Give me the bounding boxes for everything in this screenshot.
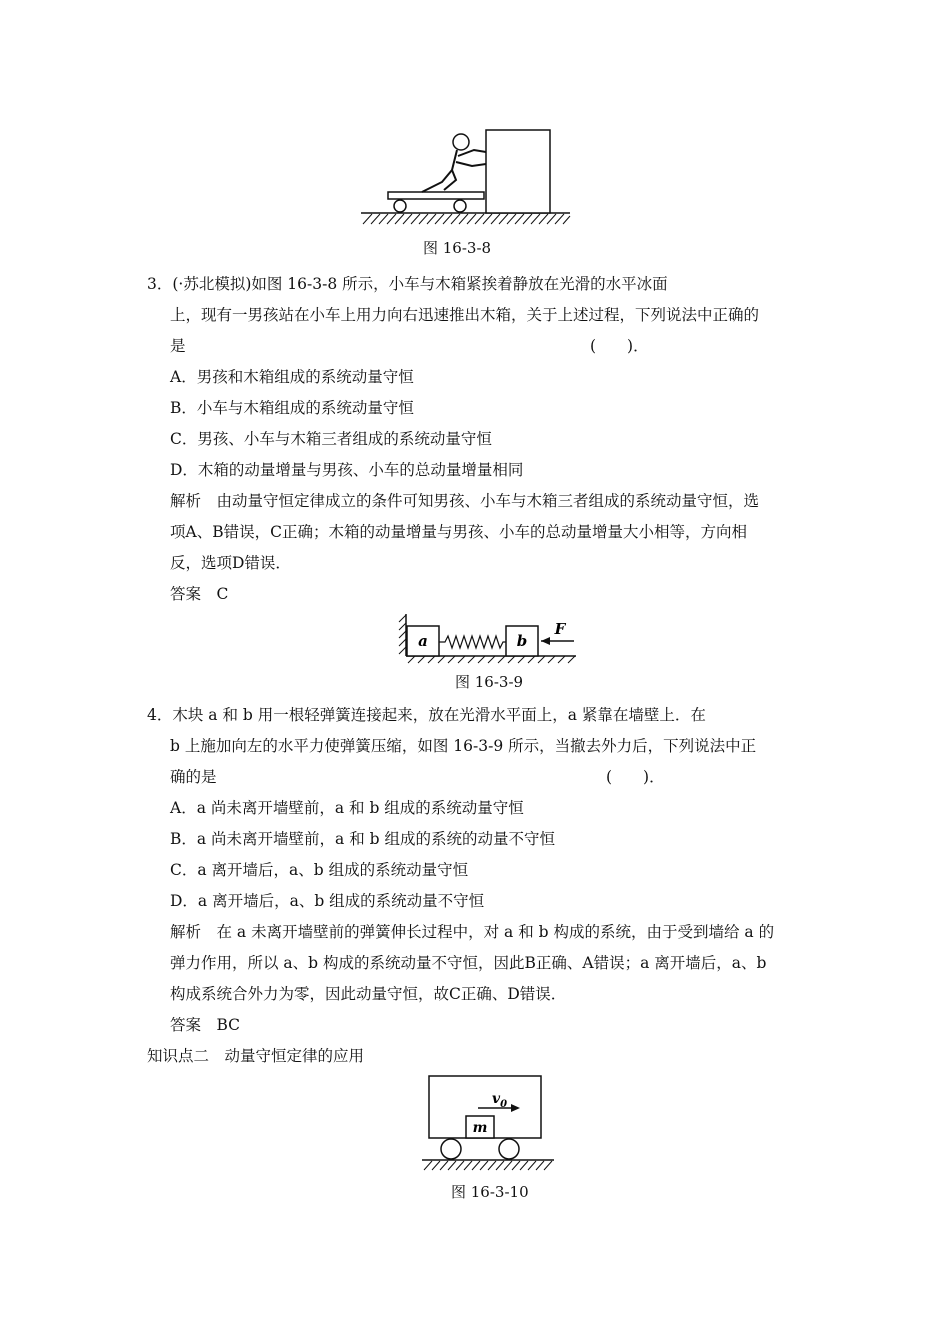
section-heading: 知识点二 动量守恒定律的应用 [147, 1047, 365, 1065]
mass-label: m [472, 1120, 488, 1136]
question-3-line-3: 是 [170, 337, 186, 355]
question-3-line-1: 3．(·苏北模拟)如图 16-3-8 所示，小车与木箱紧挨着静放在光滑的水平冰面 [147, 275, 668, 293]
figure-caption: 图 16-3-9 [455, 673, 524, 691]
answer: 答案 BC [170, 1016, 241, 1034]
figure-16-3-10 [420, 1074, 556, 1174]
question-4-line-3: 确的是 [170, 768, 217, 786]
analysis-line-3: 构成系统合外力为零，因此动量守恒，故C正确、D错误． [170, 985, 567, 1003]
question-4-line-2: b 上施加向左的水平力使弹簧压缩，如图 16-3-9 所示，当撤去外力后，下列说法中正 [170, 737, 757, 755]
analysis-line-3: 反，选项D错误． [170, 554, 291, 572]
figure-16-3-8 [358, 126, 573, 228]
option-d: D．a 离开墙后，a、b 组成的系统动量不守恒 [170, 892, 485, 910]
figure-caption: 图 16-3-10 [451, 1183, 529, 1201]
block-b-label: b [516, 632, 528, 650]
option-c: C．a 离开墙后，a、b 组成的系统动量守恒 [170, 861, 469, 879]
option-a: A．a 尚未离开墙壁前，a 和 b 组成的系统动量守恒 [170, 799, 524, 817]
answer: 答案 C [170, 585, 229, 603]
answer-blank: ( )． [590, 337, 649, 355]
figure-16-3-9 [398, 612, 580, 664]
option-b: B．小车与木箱组成的系统动量守恒 [170, 399, 414, 417]
block-a-label: a [418, 632, 428, 650]
question-4-line-1: 4．木块 a 和 b 用一根轻弹簧连接起来，放在光滑水平面上，a 紧靠在墙壁上．在 [147, 706, 706, 724]
option-b: B．a 尚未离开墙壁前，a 和 b 组成的系统的动量不守恒 [170, 830, 556, 848]
figure-caption: 图 16-3-8 [423, 239, 492, 257]
force-label: F [554, 620, 566, 638]
option-d: D．木箱的动量增量与男孩、小车的总动量增量相同 [170, 461, 524, 479]
option-a: A．男孩和木箱组成的系统动量守恒 [170, 368, 414, 386]
question-3-line-2: 上，现有一男孩站在小车上用力向右迅速推出木箱，关于上述过程，下列说法中正确的 [170, 306, 760, 324]
option-c: C．男孩、小车与木箱三者组成的系统动量守恒 [170, 430, 492, 448]
answer-blank: ( )． [606, 768, 665, 786]
velocity-label: v [492, 1091, 501, 1107]
analysis-line-2: 项A、B错误，C正确；木箱的动量增量与男孩、小车的总动量增量大小相等，方向相 [170, 523, 747, 541]
analysis-line-1: 解析 由动量守恒定律成立的条件可知男孩、小车与木箱三者组成的系统动量守恒，选 [170, 492, 760, 510]
analysis-line-1: 解析 在 a 未离开墙壁前的弹簧伸长过程中，对 a 和 b 构成的系统，由于受到墙给 a 的 [170, 923, 775, 941]
velocity-subscript: 0 [500, 1099, 508, 1110]
analysis-line-2: 弹力作用，所以 a、b 构成的系统动量不守恒，因此B正确、A错误；a 离开墙后，a、b [170, 954, 767, 972]
